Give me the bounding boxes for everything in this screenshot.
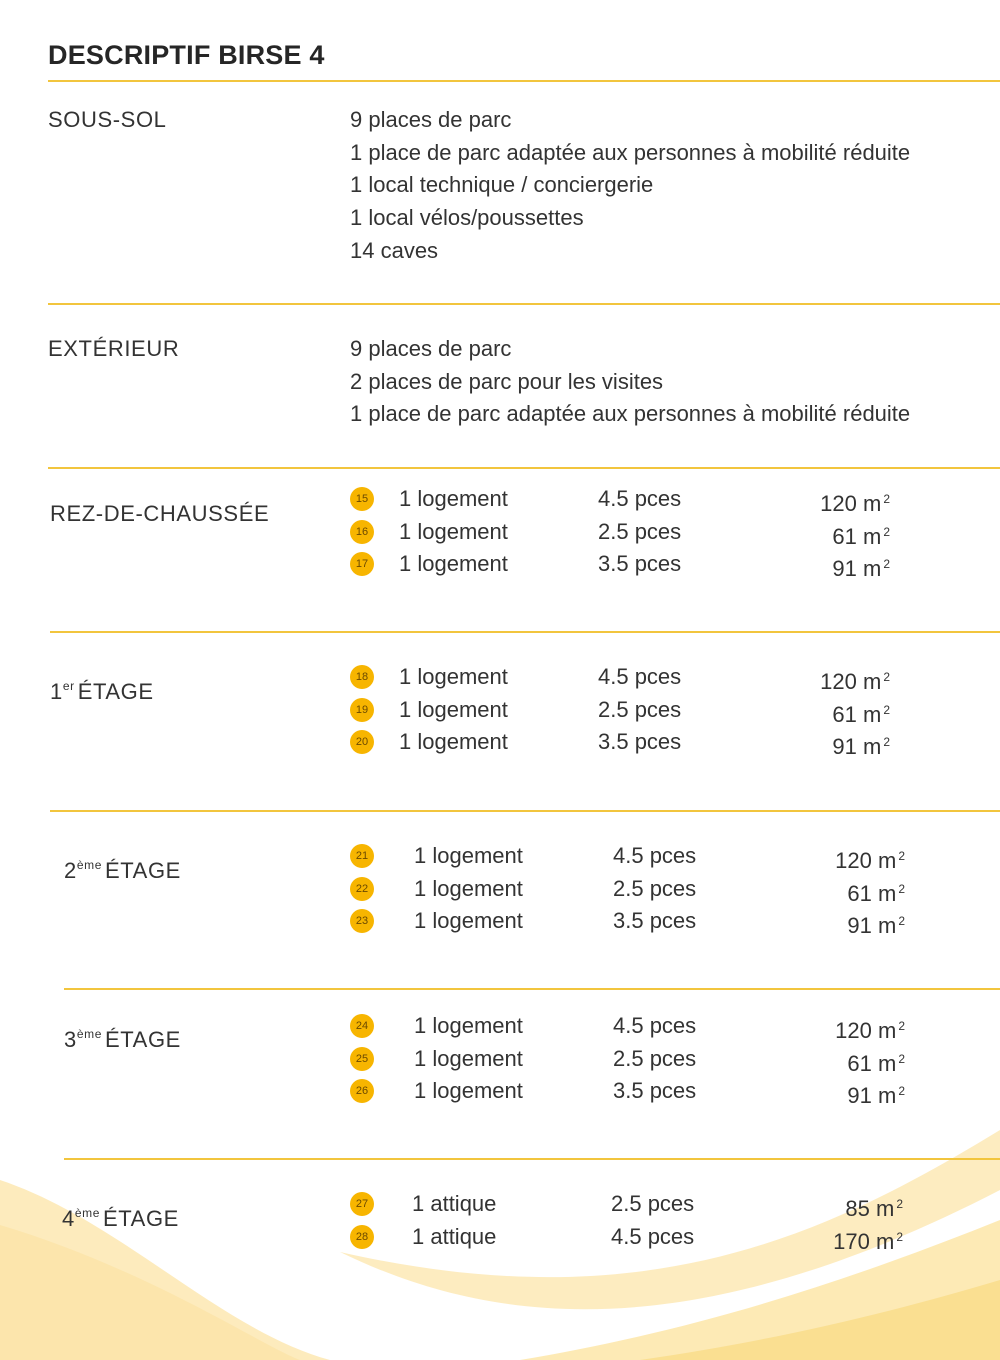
list-item: 9 places de parc <box>350 336 512 361</box>
list-item: 1 place de parc adaptée aux personnes à mobilité réduite <box>350 401 911 427</box>
list-item: 9 places de parc <box>350 107 512 132</box>
list-item: 1 place de parc adaptée aux personnes à mobilité réduite <box>350 139 911 165</box>
unit-number-badge: 24 <box>350 1014 374 1038</box>
unit-number-badge: 23 <box>350 909 374 933</box>
unit-number-badge: 22 <box>350 877 374 901</box>
unit-row <box>350 516 890 549</box>
unit-type: 1 logement <box>414 843 523 868</box>
unit-type: 1 attique <box>412 1223 497 1249</box>
unit-number-badge: 17 <box>350 552 374 576</box>
unit-rooms: 2.5 pces <box>598 518 682 544</box>
unit-type: 1 logement <box>399 551 508 577</box>
unit-row <box>350 840 905 873</box>
unit-type: 1 logement <box>399 729 508 755</box>
unit-type: 1 attique <box>412 1191 497 1216</box>
unit-number-badge: 19 <box>350 698 374 722</box>
unit-rooms: 2.5 pces <box>598 696 682 722</box>
unit-rooms: 2.5 pces <box>613 1045 697 1071</box>
unit-area: 91 m $^2$ <box>847 913 905 939</box>
unit-type: 1 logement <box>414 1013 523 1038</box>
unit-area: 91 m $^2$ <box>847 1083 905 1109</box>
unit-row <box>350 1043 905 1076</box>
unit-rooms: 4.5 pces <box>613 843 697 868</box>
page-title: DESCRIPTIF BIRSE 4 <box>48 40 325 70</box>
list-item: 2 places de parc pour les visites <box>350 368 664 394</box>
unit-area: 120 m $^2$ <box>835 1018 905 1043</box>
unit-area: 120 m $^2$ <box>820 491 890 516</box>
unit-number-badge: 16 <box>350 520 374 544</box>
section-items-sous-sol <box>350 104 910 268</box>
unit-type: 1 logement <box>399 664 508 689</box>
floor-label-rez: REZ-DE-CHAUSSÉE <box>50 501 270 526</box>
unit-row <box>350 873 905 906</box>
unit-rooms: 4.5 pces <box>611 1223 695 1249</box>
section-label-exterieur: EXTÉRIEUR <box>48 336 180 361</box>
divider <box>48 303 1000 305</box>
unit-rooms: 4.5 pces <box>613 1013 697 1038</box>
unit-row <box>350 726 890 759</box>
unit-type: 1 logement <box>414 875 523 901</box>
unit-number-badge: 21 <box>350 844 374 868</box>
unit-rooms: 3.5 pces <box>598 729 682 755</box>
list-item: 1 local vélos/poussettes <box>350 205 584 231</box>
unit-type: 1 logement <box>399 518 508 544</box>
unit-list-3 <box>350 1010 905 1108</box>
unit-list-1 <box>350 661 890 759</box>
unit-type: 1 logement <box>399 486 508 511</box>
unit-number-badge: 18 <box>350 665 374 689</box>
unit-row <box>350 483 890 516</box>
unit-row <box>350 1221 903 1254</box>
unit-row <box>350 548 890 581</box>
unit-row <box>350 661 890 694</box>
divider <box>50 631 1000 633</box>
unit-rooms: 2.5 pces <box>611 1191 695 1216</box>
unit-rooms: 3.5 pces <box>613 1078 697 1104</box>
unit-area: 61 m $^2$ <box>847 1050 905 1076</box>
divider <box>64 988 1000 990</box>
unit-row <box>350 1188 903 1221</box>
unit-type: 1 logement <box>414 908 523 934</box>
unit-type: 1 logement <box>399 696 508 722</box>
floor-label-2: 2ème ÉTAGE <box>64 858 181 883</box>
floor-label-4: 4ème ÉTAGE <box>62 1206 179 1231</box>
unit-type: 1 logement <box>414 1078 523 1104</box>
unit-area: 91 m $^2$ <box>832 556 890 582</box>
unit-area: 91 m $^2$ <box>832 734 890 760</box>
unit-rooms: 3.5 pces <box>613 908 697 934</box>
unit-number-badge: 20 <box>350 730 374 754</box>
divider <box>64 1158 1000 1160</box>
list-item: 14 caves <box>350 237 439 263</box>
unit-type: 1 logement <box>414 1045 523 1071</box>
unit-number-badge: 28 <box>350 1225 374 1249</box>
unit-rooms: 4.5 pces <box>598 664 682 689</box>
unit-area: 170 m $^2$ <box>833 1228 903 1254</box>
unit-area: 61 m $^2$ <box>847 880 905 906</box>
divider <box>48 80 1000 82</box>
unit-number-badge: 27 <box>350 1192 374 1216</box>
section-label-sous-sol: SOUS-SOL <box>48 107 167 132</box>
unit-number-badge: 25 <box>350 1047 374 1071</box>
divider <box>50 810 1000 812</box>
unit-list-4 <box>350 1188 903 1253</box>
unit-row <box>350 1075 905 1108</box>
section-items-exterieur <box>350 333 910 431</box>
unit-rooms: 3.5 pces <box>598 551 682 577</box>
unit-list-rez <box>350 483 890 581</box>
unit-area: 85 m $^2$ <box>845 1196 903 1221</box>
unit-list-2 <box>350 840 905 938</box>
unit-rooms: 4.5 pces <box>598 486 682 511</box>
unit-area: 61 m $^2$ <box>832 523 890 549</box>
floor-label-1: 1er ÉTAGE <box>50 679 154 704</box>
unit-area: 61 m $^2$ <box>832 701 890 727</box>
unit-number-badge: 26 <box>350 1079 374 1103</box>
unit-row <box>350 694 890 727</box>
list-item: 1 local technique / conciergerie <box>350 172 654 198</box>
unit-area: 120 m $^2$ <box>820 669 890 694</box>
divider <box>48 467 1000 469</box>
unit-number-badge: 15 <box>350 487 374 511</box>
unit-rooms: 2.5 pces <box>613 875 697 901</box>
unit-row <box>350 1010 905 1043</box>
unit-row <box>350 905 905 938</box>
unit-area: 120 m $^2$ <box>835 848 905 873</box>
floor-label-3: 3ème ÉTAGE <box>64 1027 181 1052</box>
